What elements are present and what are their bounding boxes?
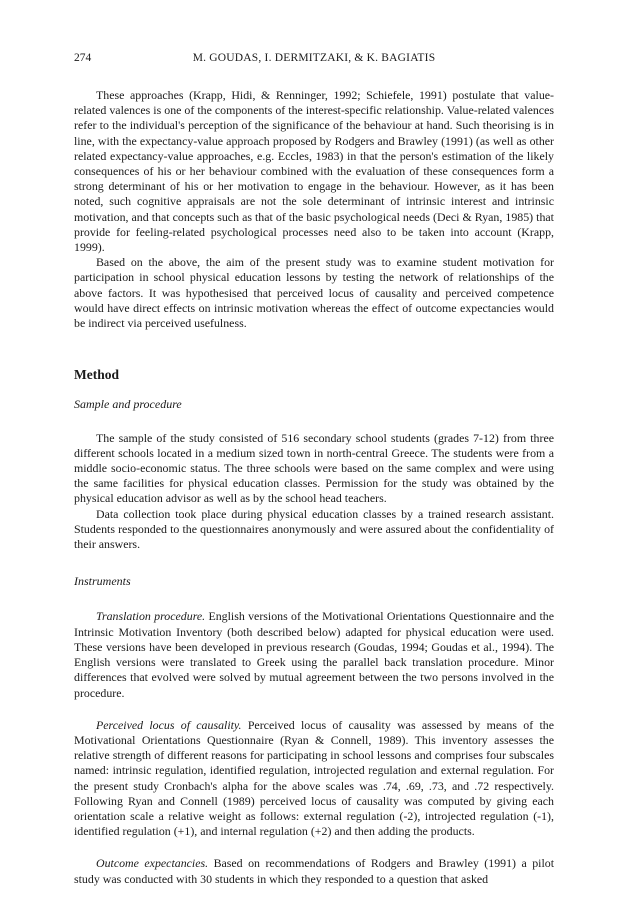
outcome-label: Outcome expectancies. bbox=[96, 856, 209, 871]
translation-paragraph bbox=[74, 609, 554, 700]
sample-procedure-heading: Sample and procedure bbox=[74, 397, 182, 412]
plc-label: Perceived locus of causality. bbox=[96, 717, 242, 732]
translation-label: Translation procedure. bbox=[96, 609, 206, 624]
intro-paragraph-1: These approaches (Krapp, Hidi, & Renninger, 1992; Schiefele, 1991) postulate that value-related valences is one of the components of the interest-specific relationship. Value-related valences refer to the individual's perception of the significance of the behaviour at hand. Such theorising is in line, with the expectancy-value approach proposed by Rodgers and Brawley (1991) (as well as other related expectancy-value approaches, e.g. Eccles, 1983) in that the person's estimation of the likely consequences of his or her behaviour combined with the evaluation of these consequences form a strong determinant of his or her motivation to engage in the behaviour. However, as it has been noted, such cognitive appraisals are not the sole determinant of intrinsic interest and intrinsic motivation, and that concepts such as that of the basic psychological needs (Deci & Ryan, 1985) that provide for feeling-related psychological processes need also to be taken into account (Krapp, 1999). bbox=[74, 88, 554, 255]
page-number: 274 bbox=[74, 52, 92, 64]
running-title: M. GOUDAS, I. DERMITZAKI, & K. BAGIATIS bbox=[192, 52, 436, 64]
plc-text: Perceived locus of causality was assessed by means of the Motivational Orientations Questionnaire (Ryan & Connell, 1989). This inventory assesses the relative strength of different reasons for participating in school lessons and comprises four subscales named: intrinsic regulation, identified regulation, introjected regulation and external regulation. For the present study Cronbach's alpha for the above scales was .74, .69, .73, and .72 respectively. Following Ryan and Connell (1989) perceived locus of causality was computed by giving each orientation scale a relative weight as follows: external regulation (-2), introjected regulation (-1), identified regulation (+1), and internal regulation (+2) and then adding the products. bbox=[74, 717, 554, 839]
instruments-heading: Instruments bbox=[74, 574, 131, 589]
method-heading: Method bbox=[74, 367, 119, 383]
sample-paragraph-1: The sample of the study consisted of 516 secondary school students (grades 7-12) from three different schools located in a medium sized town in north-central Greece. The students were from a middle socio-economic status. The three schools were based on the same complex and were using the same facilities for physical education classes. Permission for the study was obtained by the physical education advisor as well as by the school head teachers. bbox=[74, 430, 554, 506]
outcome-text: Based on recommendations of Rodgers and Brawley (1991) a pilot study was conducted with 30 students in which they responded to a question that asked bbox=[74, 856, 554, 886]
translation-text: English versions of the Motivational Orientations Questionnaire and the Intrinsic Motivation Inventory (both described below) adapted for physical education were used. These versions have been developed in previous research (Goudas, 1994; Goudas et al., 1994). The English versions were translated to Greek using the parallel back translation procedure. Minor differences that evolved were solved by mutual agreement between the two persons involved in the procedure. bbox=[74, 609, 554, 700]
intro-paragraph-2: Based on the above, the aim of the present study was to examine student motivation for participation in school physical education lessons by testing the network of relationships of the above factors. It was hypothesised that perceived locus of causality and perceived competence would have direct effects on intrinsic motivation whereas the effect of outcome expectancies would be indirect via perceived usefulness. bbox=[74, 255, 554, 331]
plc-paragraph bbox=[74, 718, 554, 840]
sample-paragraph-2: Data collection took place during physical education classes by a trained research assistant. Students responded to the questionnaires anonymously and were assured about the confidentiality of their answers. bbox=[74, 506, 554, 552]
body-text bbox=[74, 88, 554, 887]
outcome-paragraph bbox=[74, 856, 554, 886]
